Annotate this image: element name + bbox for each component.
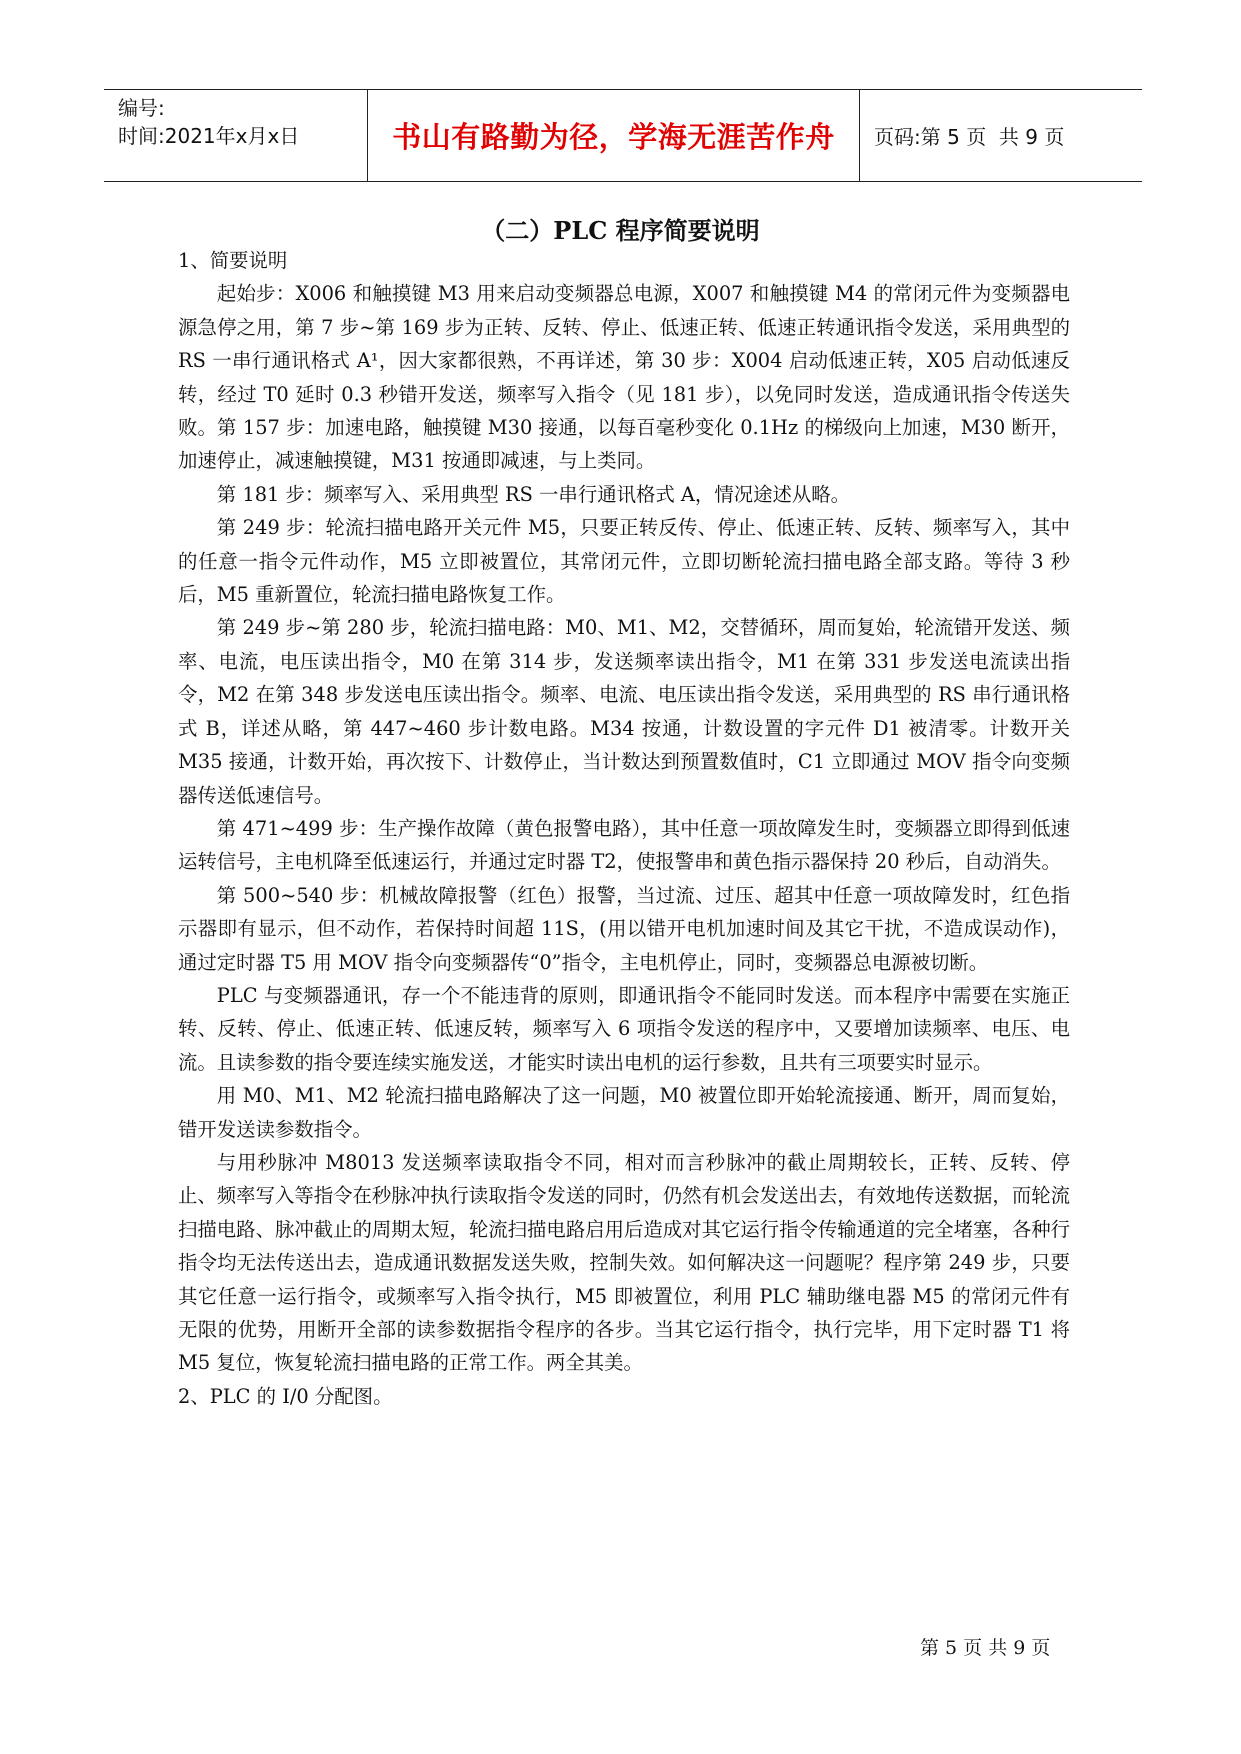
- page-header: [104, 89, 1142, 182]
- section-heading: 1、简要说明: [178, 249, 288, 272]
- time-label: 时间:: [118, 124, 165, 148]
- body-paragraph: 用 M0、M1、M2 轮流扫描电路解决了这一问题，M0 被置位即开始轮流接通、断开，周而复始，错开发送读参数指令。: [178, 1084, 1070, 1141]
- page-label: 页码:: [874, 125, 921, 149]
- body-paragraph: PLC 与变频器通讯，存一个不能违背的原则，即通讯指令不能同时发送。而本程序中需要在实施正转、反转、停止、低速正转、低速反转，频率写入 6 项指令发送的程序中，又要增加读频率、电压、电流。且读参数的指令要连续实施发送，才能实时读出电机的运行参数，且共有三项要实时显示。: [178, 983, 1070, 1074]
- document-body: [178, 244, 1070, 1413]
- body-paragraph: 第 471~499 步：生产操作故障（黄色报警电路），其中任意一项故障发生时，变频器立即得到低速运转信号，主电机降至低速运行，并通过定时器 T2，使报警串和黄色指示器保持 20 秒后，自动消失。: [178, 816, 1070, 874]
- header-motto: 书山有路勤为径，学海无涯苦作舟: [368, 90, 860, 181]
- document-title: （二）PLC 程序简要说明: [481, 216, 760, 245]
- body-paragraph: 第 249 步：轮流扫描电路开关元件 M5，只要正转反传、停止、低速正转、反转、频率写入，其中的任意一指令元件动作，M5 立即被置位，其常闭元件，立即切断轮流扫描电路全部支路。等待 3 秒后，M5 重新置位，轮流扫描电路恢复工作。: [178, 516, 1070, 607]
- document-number-label: 编号:: [118, 96, 165, 120]
- document-time: [118, 122, 367, 150]
- body-paragraph: 起始步：X006 和触摸键 M3 用来启动变频器总电源，X007 和触摸键 M4 的常闭元件为变频器电源急停之用，第 7 步~第 169 步为正转、反转、停止、低速正转、低速正转通讯指令发送，采用典型的 RS 一串行通讯格式 A¹，因大家都很熟，不再详述，第 30 步：X004 启动低速正转，X05 启动低速反转，经过 T0 延时 0.3 秒错开发送，频率写入指令（见 181 步），以免同时发送，造成通讯指令传送失败。第 157 步：加速电路，触摸键 M30 接通，以每百毫秒变化 0.1Hz 的梯级向上加速，M30 断开，加速停止，减速触摸键，M31 按通即减速，与上类同。: [178, 282, 1070, 473]
- body-paragraph: 第 181 步：频率写入、采用典型 RS 一串行通讯格式 A，情况途述从略。: [216, 482, 851, 506]
- page-text: 第 5 页 共 9 页: [920, 125, 1065, 149]
- time-value: 2021年x月x日: [164, 124, 300, 148]
- header-page-number: [860, 90, 1142, 181]
- header-meta: [104, 90, 368, 181]
- body-paragraph: 第 249 步~第 280 步，轮流扫描电路：M0、M1、M2，交替循环，周而复始，轮流错开发送、频率、电流，电压读出指令，M0 在第 314 步，发送频率读出指令，M1 在第 331 步发送电流读出指令，M2 在第 348 步发送电压读出指令。频率、电流、电压读出指令发送，采用典型的 RS 串行通讯格式 B，详述从略，第 447~460 步计数电路。M34 按通，计数设置的字元件 D1 被清零。计数开关 M35 接通，计数开始，再次按下、计数停止，当计数达到预置数值时，C1 立即通过 MOV 指令向变频器传送低速信号。: [178, 616, 1070, 807]
- body-paragraph: 第 500~540 步：机械故障报警（红色）报警，当过流、过压、超其中任意一项故障发时，红色指示器即有显示，但不动作，若保持时间超 11S，(用以错开电机加速时间及其它干扰，不造成误动作)，通过定时器 T5 用 MOV 指令向变频器传“0”指令，主电机停止，同时，变频器总电源被切断。: [178, 883, 1070, 974]
- page-footer: 第 5 页 共 9 页: [920, 1637, 1051, 1659]
- body-paragraph: 与用秒脉冲 M8013 发送频率读取指令不同，相对而言秒脉冲的截止周期较长，正转、反转、停止、频率写入等指令在秒脉冲执行读取指令发送的同时，仍然有机会发送出去，有效地传送数据，而轮流扫描电路、脉冲截止的周期太短，轮流扫描电路启用后造成对其它运行指令传输通道的完全堵塞，各种行指令均无法传送出去，造成通讯数据发送失败，控制失效。如何解决这一问题呢？程序第 249 步，只要其它任意一运行指令，或频率写入指令执行，M5 即被置位，利用 PLC 辅助继电器 M5 的常闭元件有无限的优势，用断开全部的读参数据指令程序的各步。当其它运行指令，执行完毕，用下定时器 T1 将 M5 复位，恢复轮流扫描电路的正常工作。两全其美。: [178, 1150, 1070, 1375]
- section-heading: 2、PLC 的 I/0 分配图。: [178, 1384, 393, 1408]
